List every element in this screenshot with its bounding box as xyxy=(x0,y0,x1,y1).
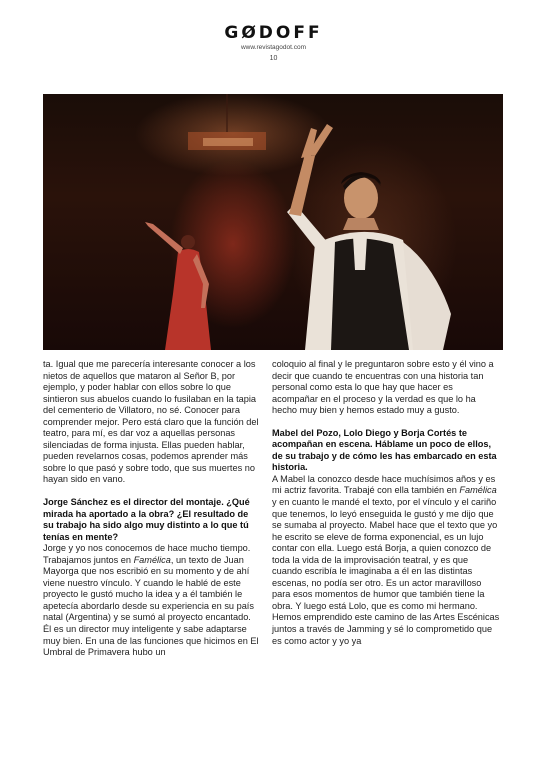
masthead xyxy=(0,24,547,64)
stage-performance-photo xyxy=(43,94,503,350)
answer-text: Jorge y yo nos conocemos de hace mucho tiempo. Trabajamos juntos en xyxy=(43,543,251,565)
right-column xyxy=(272,359,500,647)
answer-text: A Mabel la conozco desde hace muchísimos años y es mi actriz favorita. Trabajé con ella también en xyxy=(272,473,496,496)
photo-illustration xyxy=(43,94,503,350)
answer-text: , un texto de Juan Mayorga que nos escribió en su momento y de ahí viene nuestro vínculo. Y cuando le hablé de este proyecto le gustó mucho la idea y a él también le apetecía abordarlo desde su experiencia en su país natal (Argentina) y se sumó al proyecto encantado. Él es un director muy inteligente y sabe adaptarse muy bien. En una de las funciones que hicimos en El Umbral de Primavera hubo un xyxy=(43,554,259,658)
left-column xyxy=(43,359,261,659)
website-url: www.revistagodot.com xyxy=(240,44,307,51)
page-number: 10 xyxy=(269,55,278,62)
answer-cast xyxy=(272,474,500,647)
question-cast: Mabel del Pozo, Lolo Diego y Borja Cortés te acompañan en escena. Háblame un poco de ellos, de su trabajo y de cómo les has embarcado en esta historia. xyxy=(272,427,497,473)
question-director: Jorge Sánchez es el director del montaje. ¿Qué mirada ha aportado a la obra? ¿El resultado de su trabajo ha sido algo muy distinto a lo que tú tenías en mente? xyxy=(43,497,250,542)
continued-paragraph: coloquio al final y le preguntaron sobre esto y él vino a decir que cuando te encuentras con una historia tan personal como esta lo que hay que hacer es acompañar en el proceso y la verdad es que lo ha hecho muy bien y hemos estado muy a gusto. xyxy=(272,359,494,416)
play-title: Famélica xyxy=(459,485,497,496)
intro-paragraph: ta. Igual que me parecería interesante conocer a los nietos de aquellos que mataron al Señor B, por ejemplo, y poder hablar con ellos sobre lo que sintieron sus abuelos cuando lo fusilaban en la tapia del cementerio de Villatoro, no sé. Conocer para comprender mejor. Pero está claro que la función del teatro, para mí, es dar voz a aquellas personas silenciadas de forma injusta. Ellas pueden hablar, pueden revelarnos cosas, podemos aprender más sobre lo que pasó y sobre todo, que sus muertes no hayan sido en vano. xyxy=(43,359,259,485)
answer-director xyxy=(43,543,261,658)
magazine-logo: GØDOFF xyxy=(224,23,323,43)
answer-text: y en cuanto le mandé el texto, por el vínculo y el cariño que tenemos, lo leyó enseguida le gustó y me dijo que se sumaba al proyecto. Mabel hace que el texto que yo he escrito se eleve de forma exponencial, es un lujo contar con ella. Luego está Borja, a quien conozco de toda la vida de la improvisación teatral, y es que cuando escribía le imaginaba a él en las distintas escenas, no podía ser otro. Es un actor maravilloso para esos momentos de humor que también tiene la obra. Y luego está Lolo, que es como mi hermano. Hemos emprendido este camino de las Artes Escénicas juntos a través de Jamming y sé lo comprometido que es como actor y yo ya xyxy=(272,497,500,646)
play-title: Famélica xyxy=(133,554,171,565)
